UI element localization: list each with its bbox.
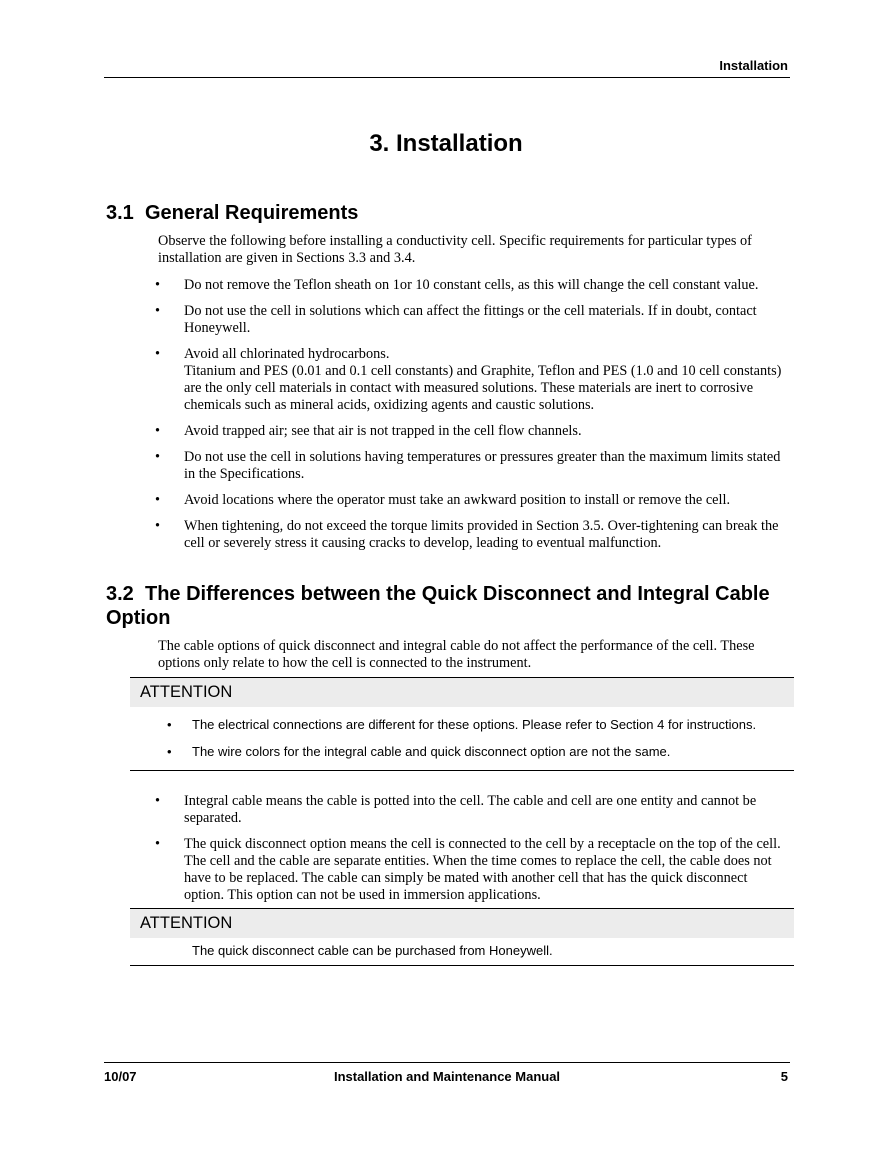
header-title: Installation [719, 58, 788, 73]
footer-date: 10/07 [104, 1069, 137, 1084]
section-title: The Differences between the Quick Disconnect and Integral Cable Option [106, 583, 770, 629]
bullet-icon: • [155, 449, 161, 465]
list-item [150, 449, 783, 483]
bullet-icon: • [155, 518, 161, 534]
attention-list [130, 707, 794, 770]
list-item-text: Avoid trapped air; see that air is not trapped in the cell flow channels. [184, 423, 582, 439]
page-header [104, 57, 790, 78]
section-heading-3-1 [106, 201, 796, 225]
list-item-text: The quick disconnect option means the cell is connected to the cell by a receptacle on the top of the cell. The cell and the cable are separate entities. When the time comes to replace the cell, the cable does not have to be replaced. The cable can simply be mated with another cell that has the quick disconnect option. This option can not be used in immersion applications. [184, 836, 781, 903]
list-item [150, 423, 783, 440]
list-item-text: Do not use the cell in solutions having temperatures or pressures greater than the maximum limits stated in the Specifications. [184, 449, 781, 482]
attention-label: ATTENTION [130, 909, 794, 938]
chapter-title: 3. Installation [369, 130, 523, 157]
list-item-text: When tightening, do not exceed the torque limits provided in Section 3.5. Over-tightening can break the cell or severely stress it causing cracks to develop, leading to eventual malfunction. [184, 518, 779, 551]
list-item [150, 836, 783, 904]
section-number: 3.1 [106, 202, 134, 224]
bullet-icon: • [167, 717, 172, 732]
list-item [150, 277, 783, 294]
list-item-text: Do not remove the Teflon sheath on 1or 10 constant cells, as this will change the cell constant value. [184, 277, 759, 293]
list-item [150, 303, 783, 337]
list-item-text: Integral cable means the cable is potted into the cell. The cable and cell are one entity and cannot be separated. [184, 793, 757, 826]
bullet-icon: • [155, 492, 161, 508]
attention-item-text: The electrical connections are different for these options. Please refer to Section 4 for instructions. [192, 717, 757, 732]
attention-item [130, 711, 794, 738]
bullet-icon: • [155, 793, 161, 809]
page-footer [104, 1062, 790, 1085]
bullet-icon: • [167, 744, 172, 759]
list-item [150, 492, 783, 509]
section-title: General Requirements [145, 202, 359, 224]
attention-box [130, 908, 794, 966]
bullet-icon: • [155, 423, 161, 439]
section-intro: Observe the following before installing a conductivity cell. Specific requirements for particular types of installation are given in Sections 3.3 and 3.4. [158, 233, 752, 266]
section-number: 3.2 [106, 583, 134, 605]
attention-item [130, 738, 794, 765]
cable-options-list [150, 793, 783, 913]
list-item [150, 793, 783, 827]
bullet-icon: • [155, 303, 161, 319]
bullet-icon: • [155, 346, 161, 362]
page-number: 5 [780, 1069, 788, 1084]
attention-text: The quick disconnect cable can be purchased from Honeywell. [192, 943, 553, 958]
list-item [150, 518, 783, 552]
list-item-text: Avoid all chlorinated hydrocarbons. [184, 346, 390, 362]
requirements-list [150, 277, 783, 561]
list-item-text: Avoid locations where the operator must take an awkward position to install or remove the cell. [184, 492, 731, 508]
list-item-subtext: Titanium and PES (0.01 and 0.1 cell constants) and Graphite, Teflon and PES (1.0 and 10 cell constants) are the only cell materials in contact with measured solutions. These materials are inert to corrosive chemicals such as mineral acids, oxidizing agents and caustic solutions. [184, 363, 782, 413]
attention-box [130, 677, 794, 771]
section-intro: The cable options of quick disconnect and integral cable do not affect the performance of the cell. These options only relate to how the cell is connected to the instrument. [158, 638, 755, 671]
section-heading-3-2 [106, 582, 796, 630]
list-item [150, 346, 783, 414]
list-item-text: Do not use the cell in solutions which can affect the fittings or the cell materials. If in doubt, contact Honeywell. [184, 303, 757, 336]
bullet-icon: • [155, 277, 161, 293]
footer-manual-title: Installation and Maintenance Manual [333, 1069, 561, 1084]
attention-item-text: The wire colors for the integral cable and quick disconnect option are not the same. [192, 744, 671, 759]
attention-label: ATTENTION [130, 678, 794, 707]
bullet-icon: • [155, 836, 161, 852]
